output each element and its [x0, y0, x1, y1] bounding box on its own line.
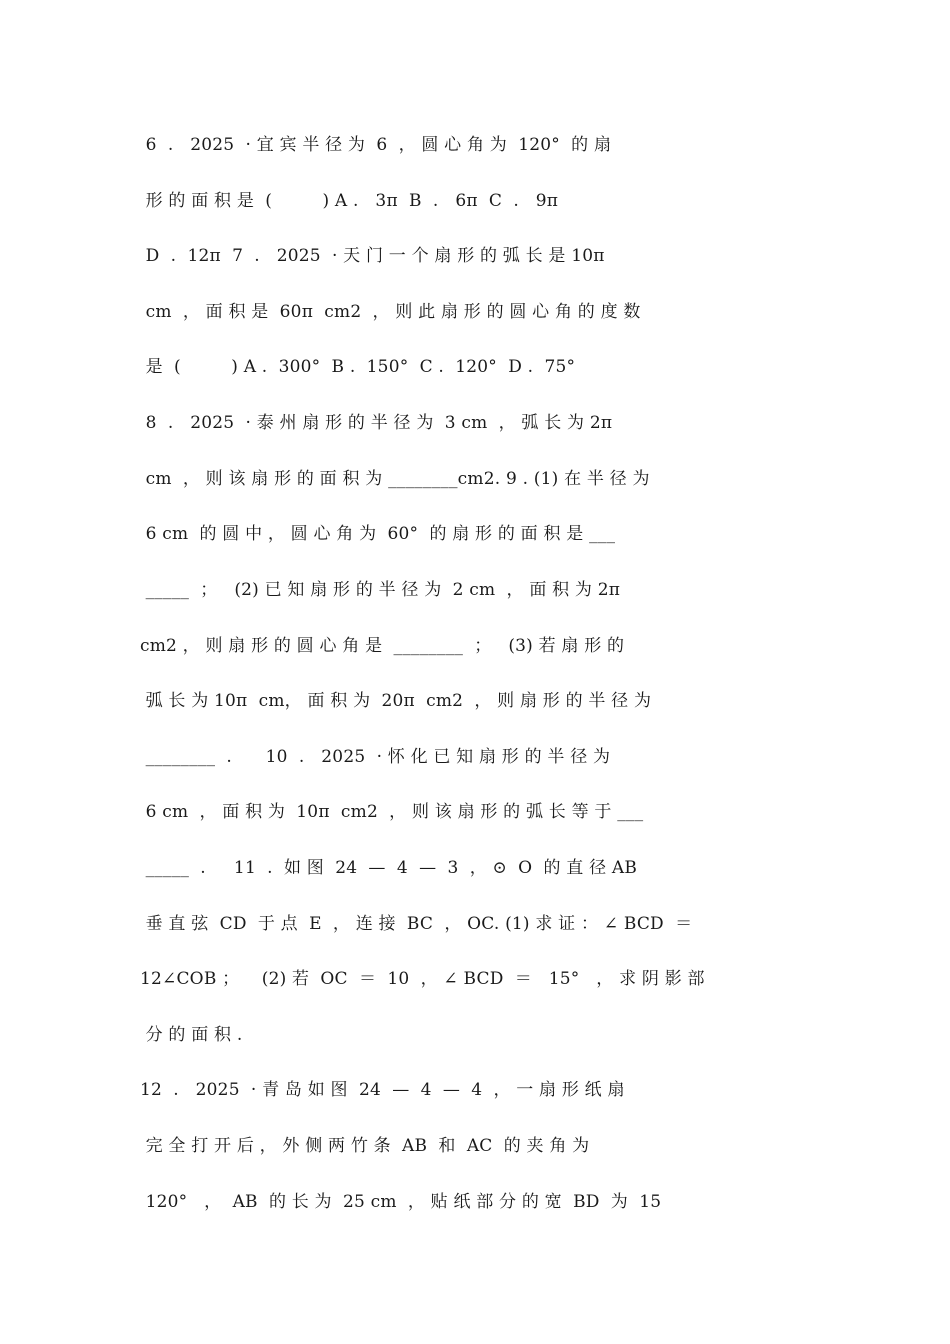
text-line-16: 12∠COB ； (2) 若 OC ＝ 10 ， ∠ BCD ＝ 15° ， 求 阴 影 部 — [140, 969, 705, 989]
text-line-13: 6 cm ， 面 积 为 10π cm2 ， 则 该 扇 形 的 弧 长 等 于 ___ — [140, 802, 644, 822]
text-line-9: _____ ； (2) 已 知 扇 形 的 半 径 为 2 cm ， 面 积 为 2π — [140, 580, 621, 600]
text-line-2: 形 的 面 积 是 ( ) A . 3π B . 6π C . 9π — [140, 191, 559, 211]
text-line-11: 弧 长 为 10π cm， 面 积 为 20π cm2 ， 则 扇 形 的 半 径 为 — [140, 691, 652, 711]
text-line-17: 分 的 面 积 . — [140, 1025, 243, 1045]
text-line-5: 是 ( ) A . 300° B . 150° C . 120° D . 75° — [140, 357, 576, 377]
text-line-3: D . 12π 7 . 2025 · 天 门 一 个 扇 形 的 弧 长 是 10π — [140, 246, 605, 266]
text-line-6: 8 . 2025 · 泰 州 扇 形 的 半 径 为 3 cm ， 弧 长 为 2π — [140, 413, 613, 433]
text-line-18: 12 . 2025 · 青 岛 如 图 24 — 4 — 4 ， 一 扇 形 纸 扇 — [140, 1080, 625, 1100]
text-line-4: cm ， 面 积 是 60π cm2 ， 则 此 扇 形 的 圆 心 角 的 度 数 — [140, 302, 641, 322]
text-line-7: cm ， 则 该 扇 形 的 面 积 为 ________cm2. 9 . (1) 在 半 径 为 — [140, 469, 650, 489]
text-line-1: 6 . 2025 · 宜 宾 半 径 为 6 ， 圆 心 角 为 120° 的 扇 — [140, 135, 612, 155]
text-line-14: _____ . 11 . 如 图 24 — 4 — 3 ， ⊙ O 的 直 径 AB — [140, 858, 638, 878]
text-line-12: ________ . 10 . 2025 · 怀 化 已 知 扇 形 的 半 径 为 — [140, 747, 611, 767]
text-line-19: 完 全 打 开 后 ， 外 侧 两 竹 条 AB 和 AC 的 夹 角 为 — [140, 1136, 590, 1156]
text-line-8: 6 cm 的 圆 中 ， 圆 心 角 为 60° 的 扇 形 的 面 积 是 ___ — [140, 524, 616, 544]
text-line-15: 垂 直 弦 CD 于 点 E ， 连 接 BC ， OC. (1) 求 证 ： ∠ BCD ＝ — [140, 914, 693, 934]
text-line-10: cm2 ， 则 扇 形 的 圆 心 角 是 ________ ； (3) 若 扇 形 的 — [140, 636, 625, 656]
text-line-20: 120° ， AB 的 长 为 25 cm ， 贴 纸 部 分 的 宽 BD 为 15 — [140, 1192, 662, 1212]
